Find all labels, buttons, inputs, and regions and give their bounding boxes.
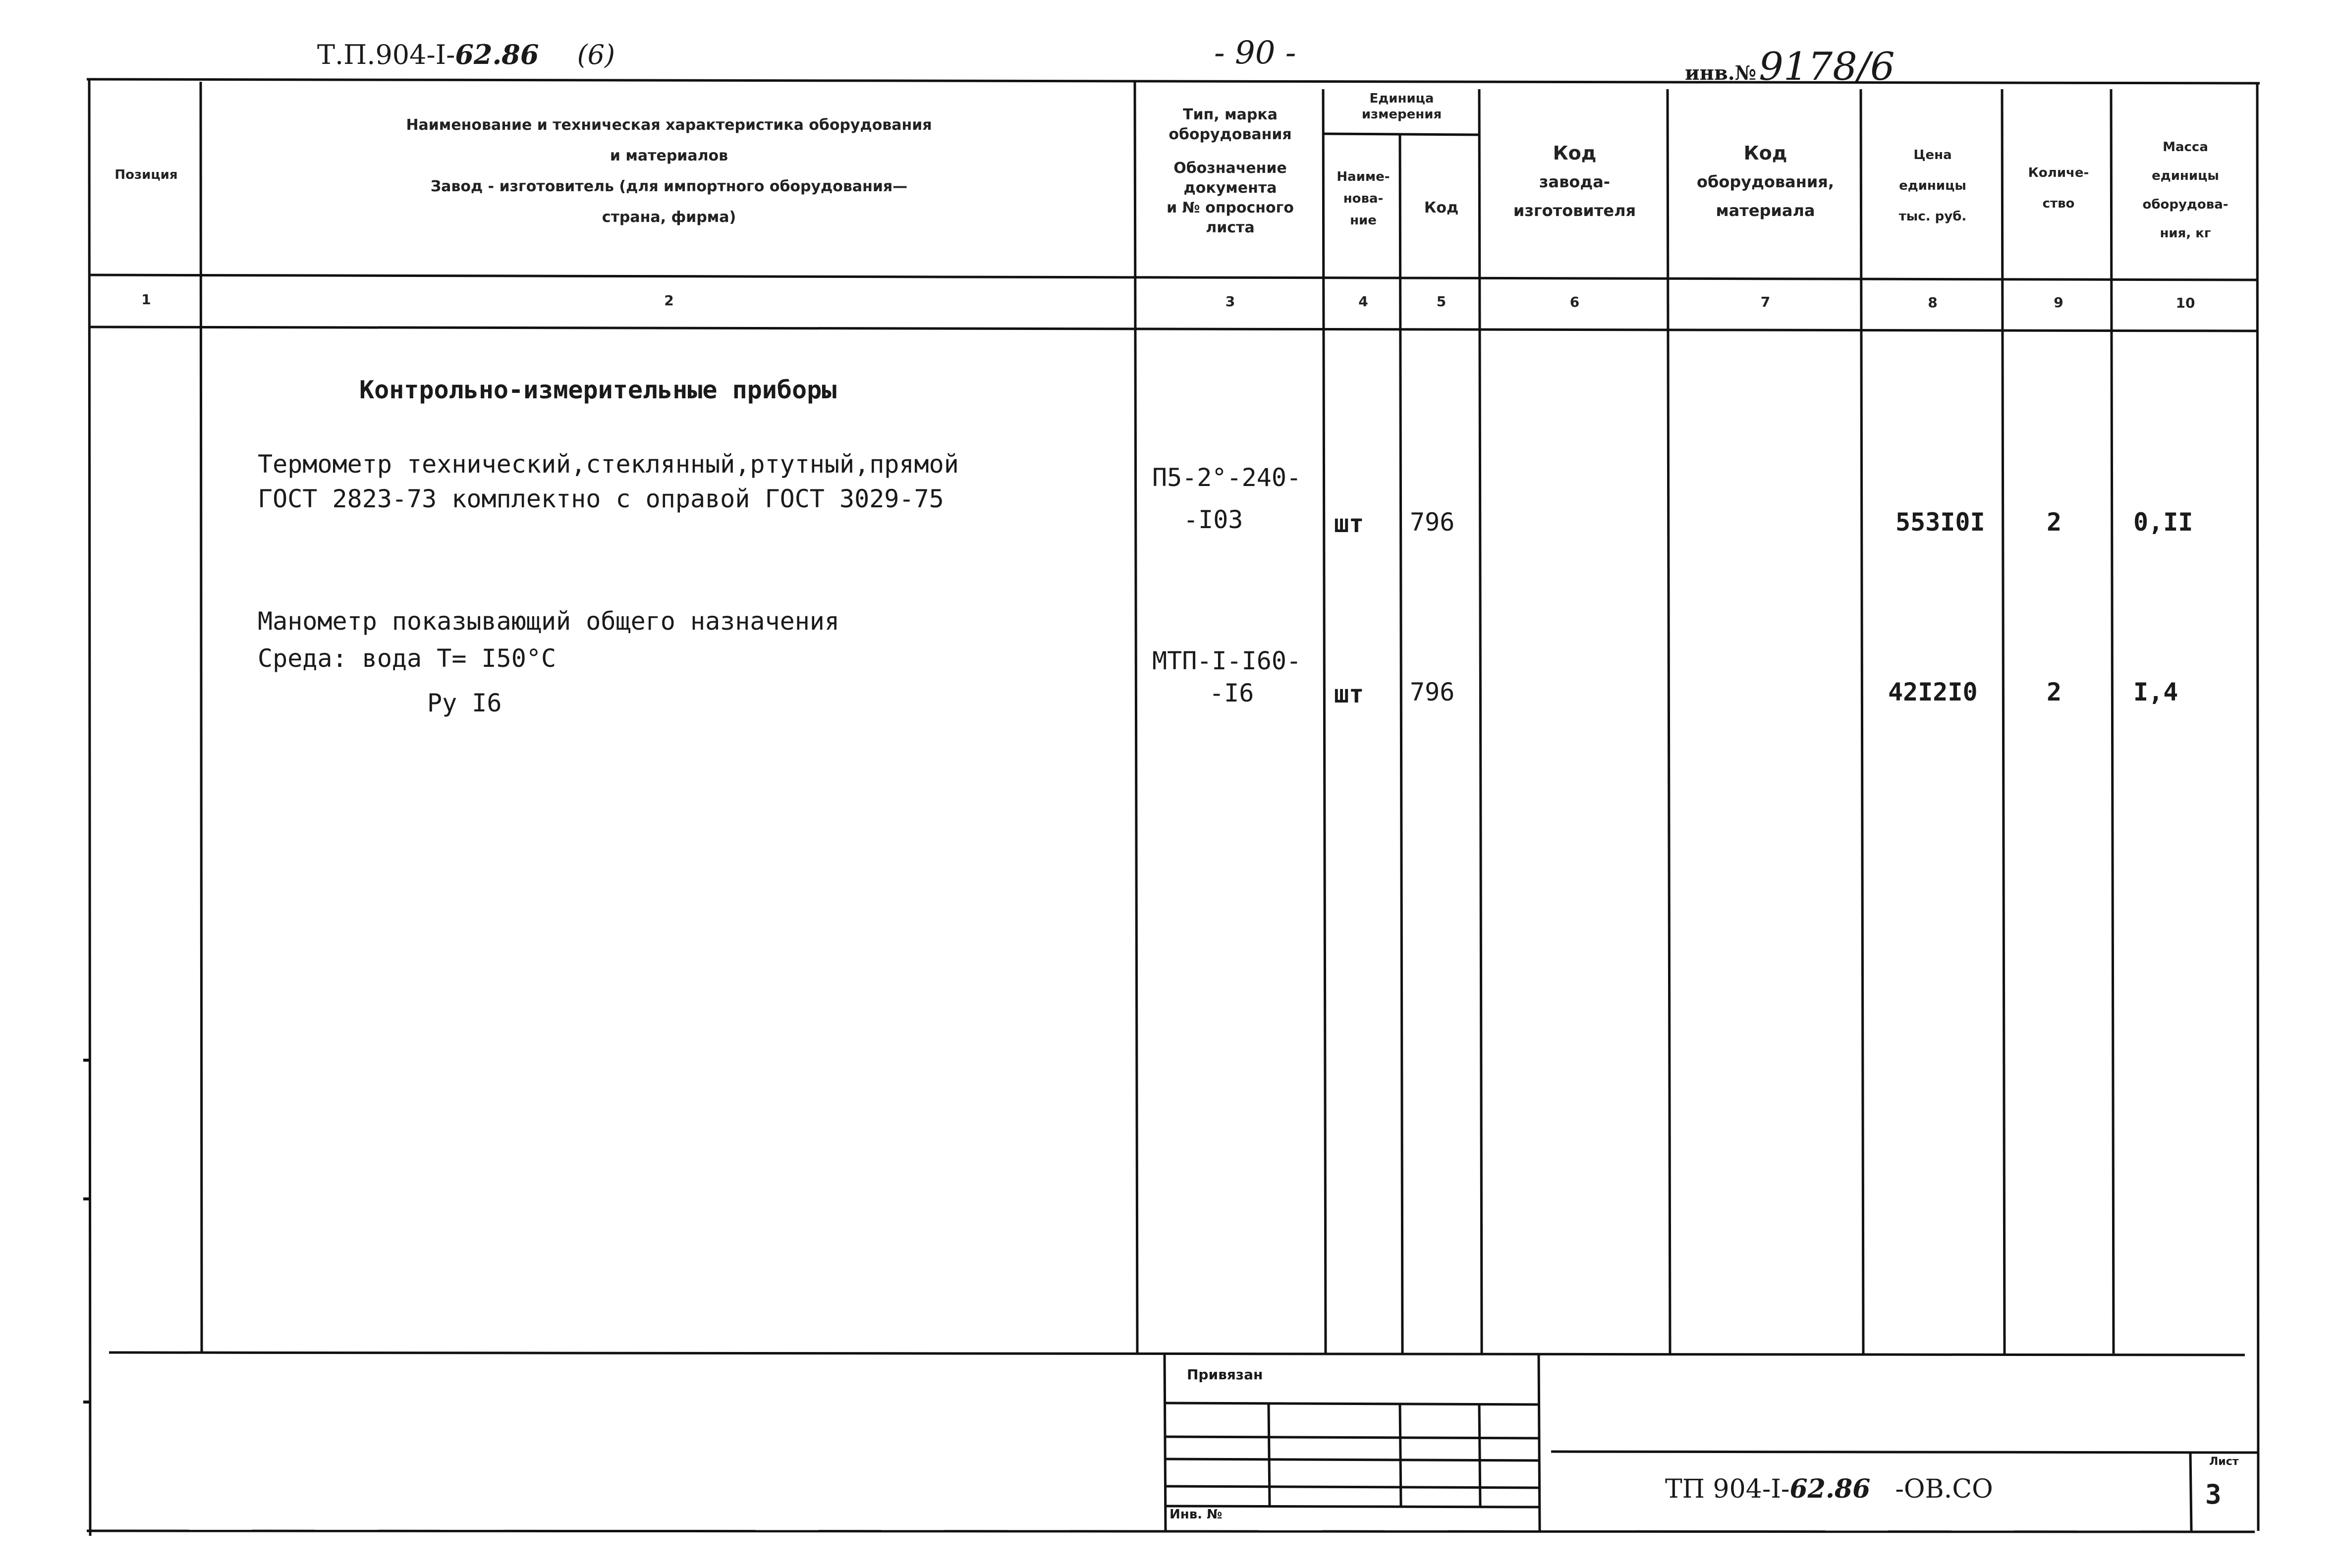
header-name [203, 113, 1135, 230]
header-unit-line1: Единица [1369, 91, 1434, 106]
stamp-doc-code-handwritten: 62.86 [1789, 1474, 1871, 1504]
section-title: Контрольно-измерительные приборы [359, 376, 837, 404]
header-equipment-code [1670, 139, 1861, 225]
table-row-1-name-line1: Термометр технический,стеклянный,ртутный,прямой [258, 450, 959, 479]
column-number-8: 8 [1928, 294, 1938, 311]
header-type-line5: и № опросного [1167, 199, 1294, 216]
stamp-inv-no-label: Инв. № [1170, 1507, 1223, 1522]
column-number-9: 9 [2054, 294, 2063, 311]
table-row-2-name-line3: Ру I6 [427, 689, 502, 717]
header-price [1863, 140, 2002, 232]
table-row-1-unit: шт [1334, 509, 1364, 538]
header-unit-name-line3: ние [1350, 213, 1377, 228]
header-unit-name [1326, 166, 1401, 231]
table-row-1-material-code: 553I0I [1895, 508, 1985, 537]
header-mass [2114, 133, 2257, 248]
header-equipment-code-line2: оборудования, [1697, 172, 1834, 191]
header-name-line1: Наименование и техническая характеристика оборудования [406, 116, 932, 134]
header-unit-name-line1: Наиме- [1337, 169, 1390, 184]
header-unit-name-line2: нова- [1343, 191, 1384, 206]
header-equipment-code-line3: материала [1716, 201, 1815, 220]
header-plant-code [1482, 139, 1668, 225]
header-mass-line4: ния, кг [2160, 226, 2211, 241]
header-quantity-line1: Количе- [2028, 165, 2089, 180]
doc-ref-handwritten: 62.86 [455, 39, 539, 70]
stamp-bound-label: Привязан [1187, 1366, 1263, 1383]
header-position: Позиция [114, 167, 178, 182]
header-unit-line2: измерения [1361, 107, 1442, 122]
stamp-doc-code-suffix: -ОВ.СО [1895, 1474, 1993, 1504]
table-row-2-name-line2: Среда: вода Т= I50°С [258, 644, 557, 673]
column-number-7: 7 [1760, 294, 1771, 310]
table-row-2-unit-code: 796 [1410, 678, 1455, 706]
table-row-1-type-line1: П5-2°-240- [1152, 463, 1302, 492]
table-row-1-name-line2: ГОСТ 2823-73 комплектно с оправой ГОСТ 3029-75 [258, 485, 944, 513]
column-number-6: 6 [1569, 294, 1580, 310]
table-row-2-mass: I,4 [2133, 678, 2178, 706]
header-plant-code-line2: завода- [1539, 172, 1611, 191]
header-type-line3: Обозначение [1173, 160, 1287, 177]
header-name-line3: Завод - изготовитель (для импортного оборудования— [430, 178, 908, 195]
header-quantity-line2: ство [2042, 196, 2075, 211]
column-number-3: 3 [1225, 293, 1235, 310]
table-row-1-type-line2: -I03 [1183, 505, 1243, 534]
header-mass-line2: единицы [2152, 168, 2219, 183]
header-price-line1: Цена [1913, 148, 1952, 162]
table-row-2-type-line2: -I6 [1209, 679, 1254, 707]
page-number: - 90 - [1214, 35, 1296, 71]
column-number-1: 1 [141, 291, 151, 308]
table-row-2-quantity: 2 [2047, 678, 2062, 706]
header-unit-code: Код [1424, 199, 1459, 216]
column-number-10: 10 [2175, 295, 2195, 311]
header-name-line4: страна, фирма) [602, 209, 736, 226]
header-plant-code-line3: изготовителя [1513, 201, 1636, 220]
stamp-doc-code-prefix: ТП 904-I- [1665, 1474, 1790, 1504]
header-price-line3: тыс. руб. [1898, 209, 1967, 224]
header-plant-code-line1: Код [1553, 142, 1597, 164]
header-mass-line1: Масса [2163, 140, 2208, 155]
column-number-5: 5 [1436, 293, 1447, 310]
header-type-line2: оборудования [1169, 126, 1292, 143]
inv-value: 9178/6 [1759, 45, 1895, 89]
header-name-line2: и материалов [610, 147, 728, 164]
table-row-2-unit: шт [1334, 680, 1364, 708]
header-type-line4: документа [1183, 179, 1277, 197]
column-number-4: 4 [1358, 293, 1368, 310]
table-row-1-quantity: 2 [2047, 508, 2062, 537]
inv-label: инв.№ [1685, 61, 1757, 85]
table-row-1-mass: 0,II [2133, 508, 2193, 537]
table-row-2-type-line1: МТП-I-I60- [1152, 647, 1302, 675]
header-price-line2: единицы [1899, 178, 1966, 193]
header-type-line6: листа [1206, 219, 1255, 236]
doc-ref-prefix: Т.П.904-I- [317, 39, 455, 70]
column-number-2: 2 [664, 292, 674, 309]
header-quantity [2005, 158, 2113, 219]
table-row-2-material-code: 42I2I0 [1888, 678, 1978, 706]
header-type [1137, 105, 1323, 238]
header-type-line1: Тип, марка [1183, 106, 1278, 123]
table-row-2-name-line1: Манометр показывающий общего назначения [258, 607, 839, 636]
header-mass-line3: оборудова- [2142, 197, 2229, 212]
header-equipment-code-line1: Код [1743, 142, 1787, 164]
table-row-1-unit-code: 796 [1410, 508, 1455, 537]
stamp-sheet-number: 3 [2205, 1479, 2222, 1510]
header-unit-group [1324, 91, 1479, 122]
doc-ref-paren: (6) [577, 39, 615, 70]
stamp-doc-code [1665, 1474, 1993, 1504]
stamp-sheet-label: Лист [2209, 1456, 2239, 1468]
